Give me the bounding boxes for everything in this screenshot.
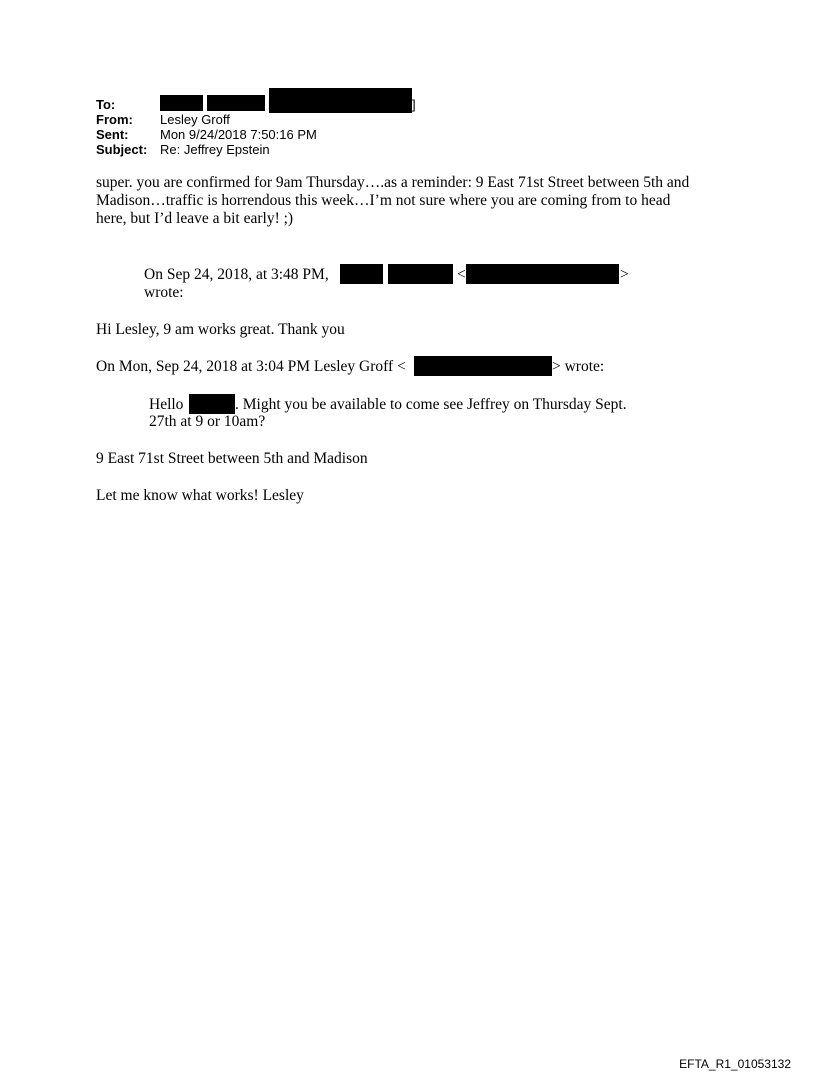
redaction-quote2-email [414,356,552,376]
quote1-prefix: On Sep 24, 2018, at 3:48 PM, [144,266,329,283]
document-id: EFTA_R1_01053132 [679,1057,791,1071]
to-bracket-close: ] [412,97,416,112]
redaction-to-email [269,88,412,113]
quote2-prefix: On Mon, Sep 24, 2018 at 3:04 PM Lesley Groff < [96,358,406,375]
from-label: From: [96,112,133,127]
sent-label: Sent: [96,127,129,142]
hello-word: Hello [149,396,184,413]
reply-line-2: Madison…traffic is horrendous this week…I’m not sure where you are coming from to head [96,192,671,209]
from-value: Lesley Groff [160,112,230,127]
redaction-quote1-first-name [340,264,383,284]
quote1-wrote: wrote: [144,284,184,301]
redaction-to-first-name [160,95,203,111]
closing-line: Let me know what works! Lesley [96,487,304,504]
sent-value: Mon 9/24/2018 7:50:16 PM [160,127,317,142]
to-label: To: [96,97,116,112]
hello-rest: . Might you be available to come see Jeffrey on Thursday Sept. [235,396,627,413]
redaction-hello-name [189,394,235,414]
quote1-lt: < [457,266,466,283]
redaction-to-last-name [207,95,265,111]
reply-line-3: here, but I’d leave a bit early! ;) [96,210,294,227]
subject-value: Re: Jeffrey Epstein [160,142,270,157]
redaction-quote1-last-name [388,264,453,284]
hi-line: Hi Lesley, 9 am works great. Thank you [96,321,345,338]
subject-label: Subject: [96,142,148,157]
quote1-gt: > [620,266,629,283]
quote2-suffix: > wrote: [552,358,605,375]
address-line: 9 East 71st Street between 5th and Madison [96,450,368,467]
hello-line-2: 27th at 9 or 10am? [149,413,266,430]
reply-line-1: super. you are confirmed for 9am Thursday….as a reminder: 9 East 71st Street between 5th and [96,174,690,191]
redaction-quote1-email [466,264,619,284]
